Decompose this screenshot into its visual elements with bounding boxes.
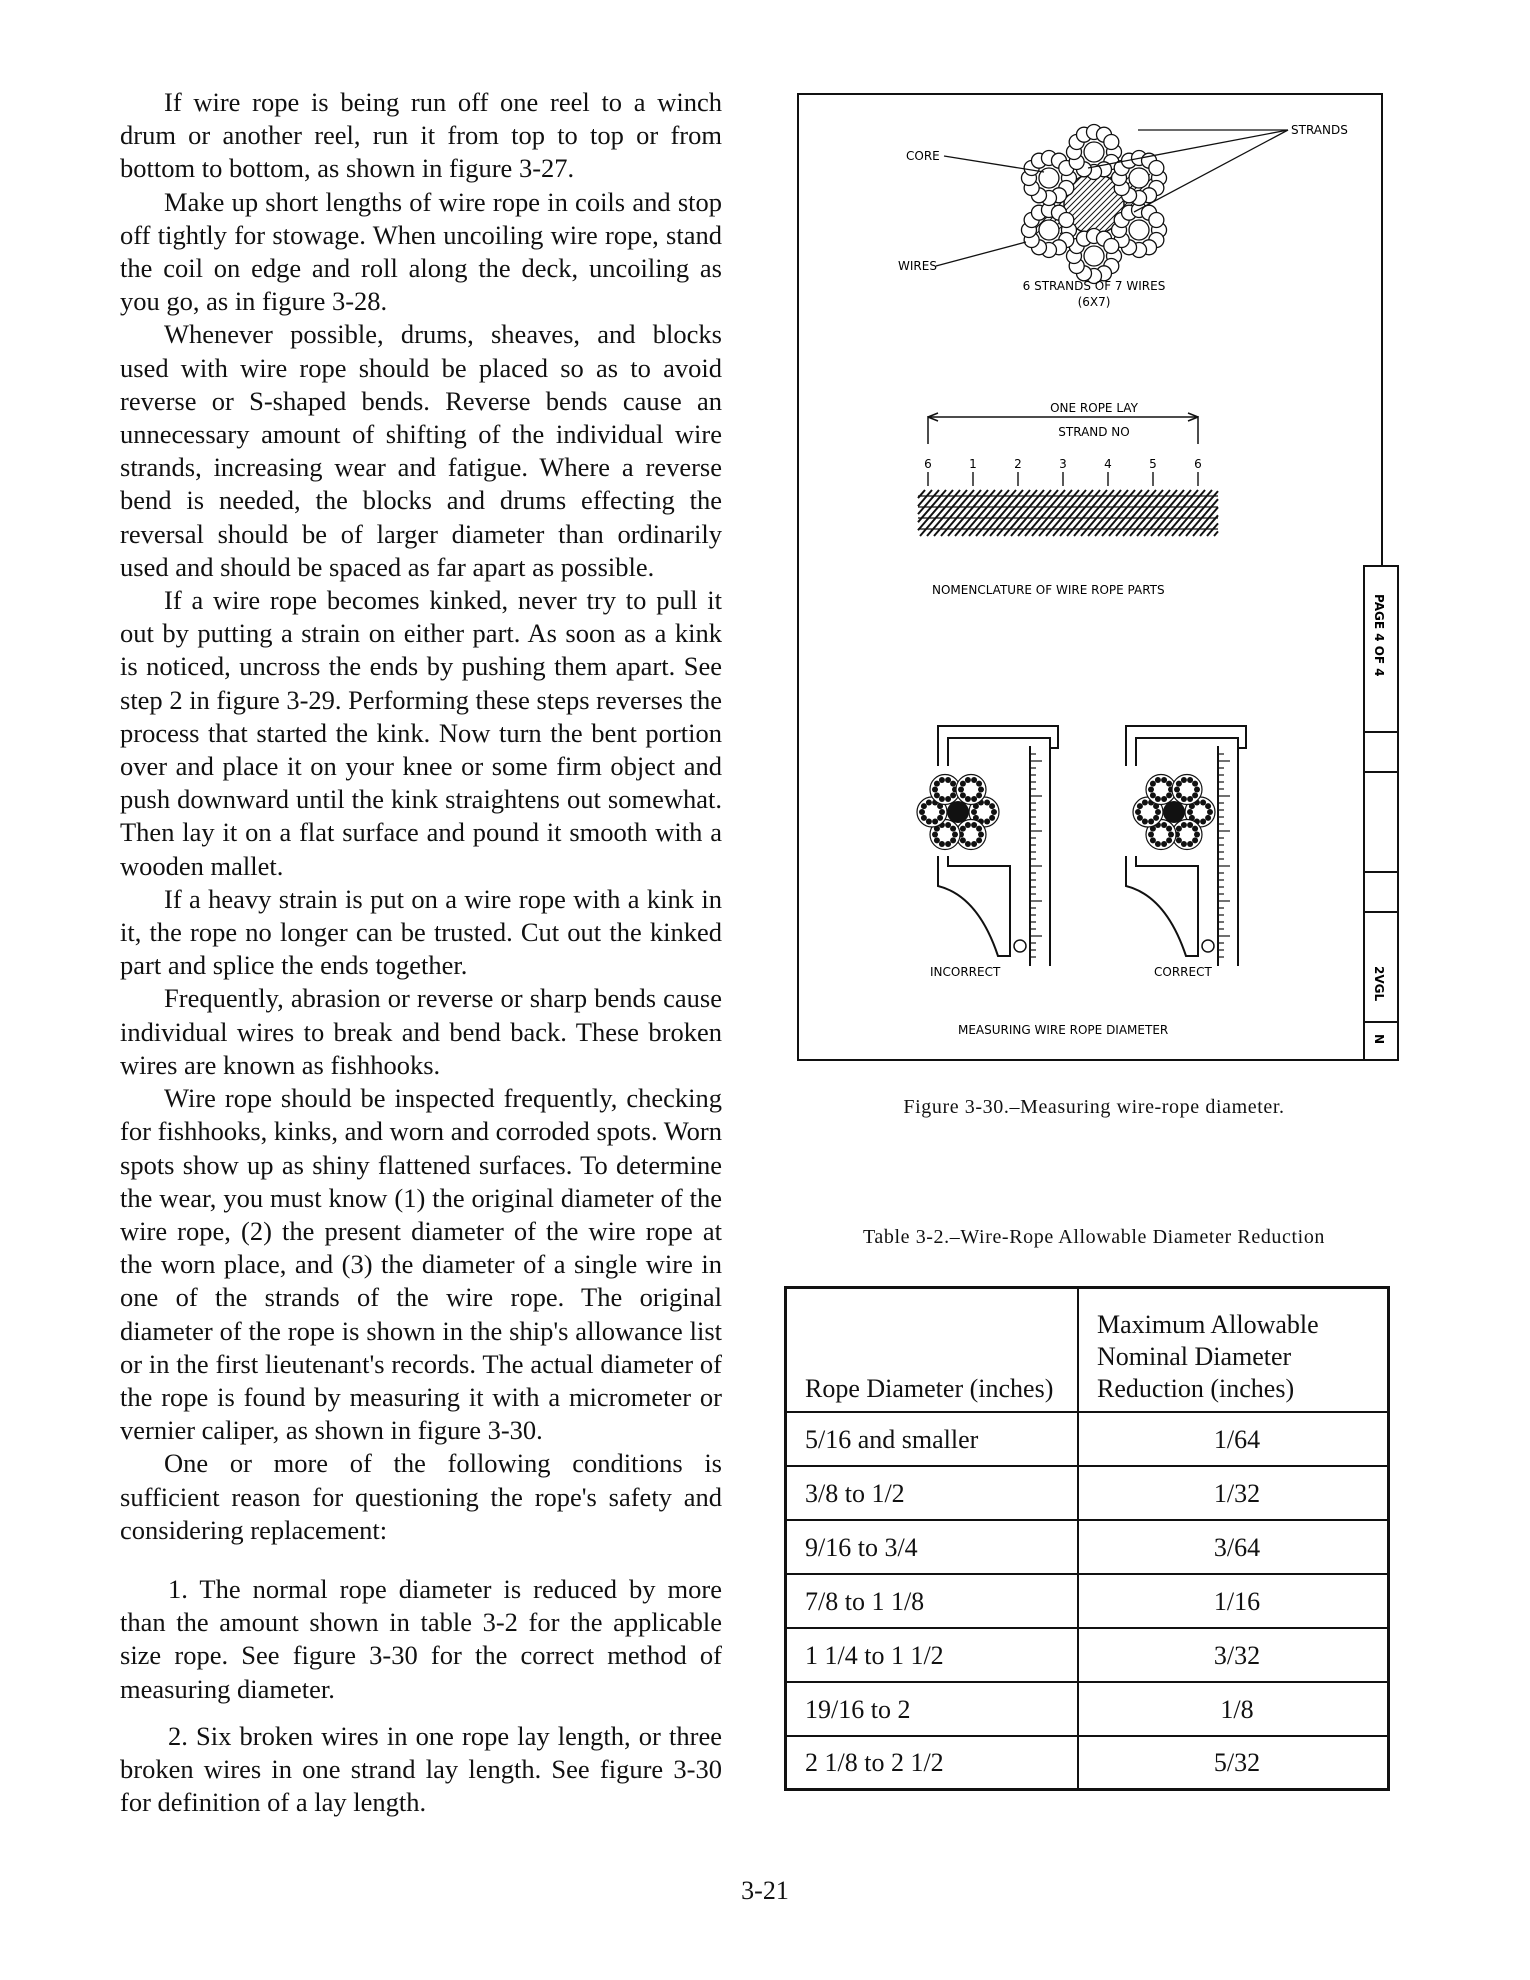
paragraph-conditions-intro: One or more of the following conditions is sufficient reason for questioning the rope's safety and considering replacement: (120, 1448, 722, 1545)
side-tab-page-label: PAGE 4 OF 4 (1372, 594, 1386, 677)
cell-reduction: 1/32 (1078, 1466, 1389, 1520)
header-line: Nominal Diameter (1097, 1341, 1292, 1371)
paragraph-coils-stowage: Make up short lengths of wire rope in coils and stop off tightly for stowage. When uncoiling wire rope, stand the coil on edge and roll along the deck, uncoiling as you go, as in figure 3-28. (120, 186, 722, 317)
cell-diameter: 7/8 to 1 1/8 (786, 1574, 1079, 1628)
table-row (786, 1574, 1389, 1628)
label-core: CORE (906, 149, 940, 163)
label-one-rope-lay: ONE ROPE LAY (1050, 401, 1138, 415)
strand-number: 4 (1104, 457, 1112, 471)
table-row (786, 1520, 1389, 1574)
table-row (786, 1736, 1389, 1790)
rope-cross-section (1021, 125, 1166, 284)
side-tab-code: 2VGL (1372, 966, 1386, 1002)
side-tab (1364, 566, 1398, 1060)
label-measuring: MEASURING WIRE ROPE DIAMETER (958, 1023, 1169, 1037)
label-strand-no: STRAND NO (1058, 425, 1130, 439)
cell-reduction: 1/8 (1078, 1682, 1389, 1736)
strand-number: 3 (1059, 457, 1067, 471)
cell-diameter: 19/16 to 2 (786, 1682, 1079, 1736)
paragraph-kinked-rope: If a wire rope becomes kinked, never try to pull it out by putting a strain on either part. As soon as a kink is noticed, uncross the ends by pushing them apart. See step 2 in figure 3-29. Performing these steps reverses the process that started the kink. Now turn the bent portion over and place it on your knee or some firm object and push downward until the kink straightens out somewhat. Then lay it on a flat surface and pound it smooth with a wooden mallet. (120, 585, 722, 881)
strand-number: 5 (1149, 457, 1157, 471)
cell-diameter: 5/16 and smaller (786, 1412, 1079, 1466)
rope-lay-diagram (918, 401, 1218, 536)
strand-number: 2 (1014, 457, 1022, 471)
table-caption: Table 3-2.–Wire-Rope Allowable Diameter Reduction (862, 1226, 1326, 1248)
strand-number: 6 (924, 457, 932, 471)
label-wires: WIRES (898, 259, 937, 273)
label-strand-code: (6X7) (1077, 295, 1111, 309)
cell-diameter: 9/16 to 3/4 (786, 1520, 1079, 1574)
label-nomenclature: NOMENCLATURE OF WIRE ROPE PARTS (932, 583, 1165, 597)
cell-reduction: 3/32 (1078, 1628, 1389, 1682)
cell-diameter: 3/8 to 1/2 (786, 1466, 1079, 1520)
table-row (786, 1682, 1389, 1736)
paragraph-fishhooks: Frequently, abrasion or reverse or sharp bends cause individual wires to break and bend back. These broken wires are known as fishhooks. (120, 983, 722, 1080)
paragraph-reel-to-drum: If wire rope is being run off one reel to a winch drum or another reel, run it from top to top or from bottom to bottom, as shown in figure 3-27. (120, 87, 722, 184)
paragraph-reverse-bends: Whenever possible, drums, sheaves, and blocks used with wire rope should be placed so as to avoid reverse or S-shaped bends. Reverse bends cause an unnecessary amount of shifting of the individual wire strands, increasing wear and fatigue. Where a reverse bend is needed, the blocks and drums effecting the reversal should be of larger diameter than ordinarily used and should be spaced as far apart as possible. (120, 319, 722, 582)
cell-diameter: 1 1/4 to 1 1/2 (786, 1628, 1079, 1682)
diameter-reduction-table (784, 1286, 1390, 1791)
figure-3-30 (788, 92, 1400, 1064)
label-strands: STRANDS (1291, 123, 1348, 137)
caliper-correct (1126, 726, 1246, 966)
header-rope-diameter: Rope Diameter (inches) (786, 1288, 1079, 1412)
strand-number: 1 (969, 457, 977, 471)
paragraph-inspection: Wire rope should be inspected frequently, checking for fishhooks, kinks, and worn and corroded spots. Worn spots show up as shiny flattened surfaces. To determine the wear, you must know (1) the original diameter of the wire rope, (2) the present diameter of the wire rope at the worn place, and (3) the diameter of a single wire in one of the strands of the wire rope. The original diameter of the rope is shown in the ship's allowance list or in the first lieutenant's records. The actual diameter of the rope is found by measuring it with a micrometer or vernier caliper, as shown in figure 3-30. (120, 1083, 722, 1446)
body-text-column (120, 86, 722, 1819)
paragraph-heavy-strain: If a heavy strain is put on a wire rope with a kink in it, the rope no longer can be trusted. Cut out the kinked part and splice the ends together. (120, 883, 722, 981)
list-item-diameter-reduction: 1. The normal rope diameter is reduced by more than the amount shown in table 3-2 for the applicable size rope. See figure 3-30 for the correct method of measuring diameter. (120, 1573, 722, 1704)
strand-number: 6 (1194, 457, 1202, 471)
list-item-broken-wires: 2. Six broken wires in one rope lay length, or three broken wires in one strand lay length. See figure 3-30 for definition of a lay length. (120, 1720, 722, 1818)
cell-reduction: 3/64 (1078, 1520, 1389, 1574)
cell-reduction: 1/16 (1078, 1574, 1389, 1628)
header-line: Reduction (inches) (1097, 1373, 1295, 1403)
cell-reduction: 5/32 (1078, 1736, 1389, 1790)
label-correct: CORRECT (1154, 965, 1212, 979)
label-strand-description: 6 STRANDS OF 7 WIRES (1022, 279, 1166, 293)
caliper-incorrect (917, 726, 1058, 966)
page-number: 3-21 (741, 1876, 789, 1905)
table-row (786, 1466, 1389, 1520)
cell-diameter: 2 1/8 to 2 1/2 (786, 1736, 1079, 1790)
side-tab-letter: N (1372, 1034, 1386, 1045)
table-row (786, 1628, 1389, 1682)
header-line: Maximum Allowable (1097, 1309, 1319, 1339)
table-row (786, 1412, 1389, 1466)
header-max-reduction (1078, 1288, 1389, 1412)
cell-reduction: 1/64 (1078, 1412, 1389, 1466)
rope-side-view (918, 490, 1218, 536)
label-incorrect: INCORRECT (930, 965, 1001, 979)
figure-caption: Figure 3-30.–Measuring wire-rope diameter. (903, 1096, 1285, 1118)
